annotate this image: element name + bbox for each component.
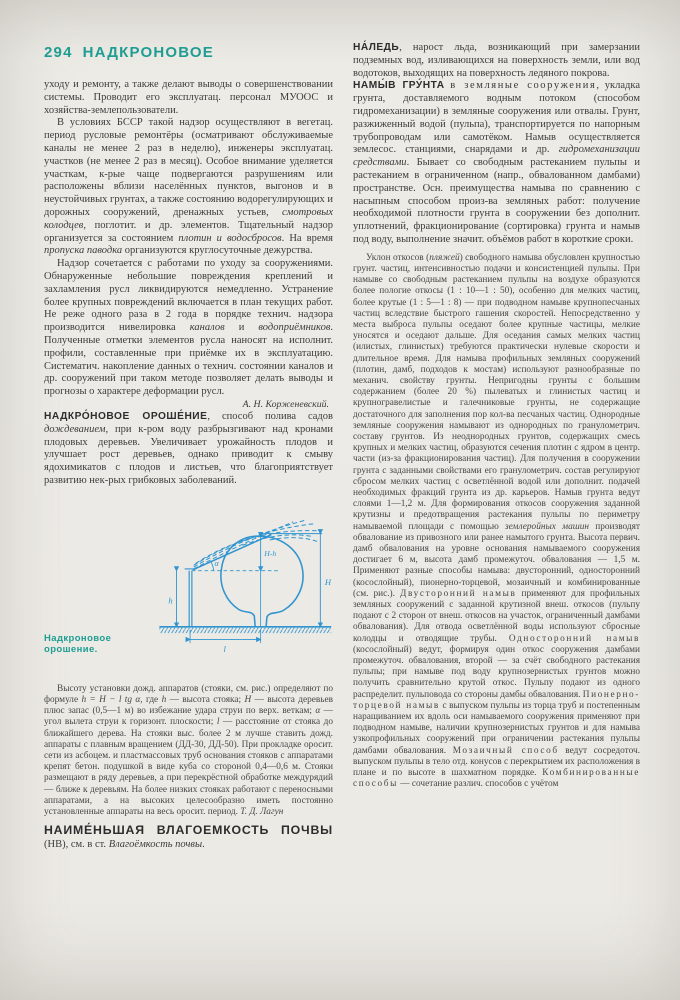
- entry-headword: НАДКРО́НОВОЕ ОРОШЕ́НИЕ: [44, 410, 208, 422]
- page-header: [44, 44, 333, 61]
- text-run: пляжей: [429, 252, 460, 263]
- text-run: , поглотит. и др. элементов. Тщательный надзор организуется за состоянием: [44, 219, 333, 244]
- svg-text:H-h: H-h: [264, 548, 277, 558]
- tree-crown-shape: [221, 536, 303, 627]
- entry-paragraph: [353, 42, 640, 80]
- text-run: Т. Д. Лагун: [240, 806, 284, 817]
- svg-text:H: H: [324, 576, 332, 587]
- dimension-h: [168, 570, 176, 626]
- text-run: каналов: [189, 322, 225, 334]
- text-run: с выпуском пульпы из торца труб и постепенным наращиванием их вдоль оси намываемого сооружения применяют при подводном намыве, наличии крупнозернистых грунтов и для намыва узкопрофильных сооружений при ограничении растекания пульпы дамбами обвалования.: [353, 700, 640, 756]
- text-run: — высота деревьев плюс запас (0,5—1 м) во избежание удара струи по верх. веткам;: [44, 694, 333, 717]
- right-column-text: [353, 42, 640, 791]
- text-run: , укладка грунта, доставляемого водным потоком (способом гидромеханизации) в земляные сооружения или отвалы. Грунт, разжиженный водой (пульпа), транспортируется по напорным трубопроводам или самотёком. Намыв осуществляется землесос. станциями, снарядами и др.: [353, 80, 640, 156]
- text-run: . Бывает со свободным растеканием пульпы и растеканием в ограниченном (напр., обвалованном дамбами) пространстве. Осн. преимущества намыва по сравнению с насыпным способом произ-ва земляных работ: получение необходимой плотности грунта в сооружении без дополнит. уплотнений, фракционирование (сортировка) грунта и намыв под воду, выполнение значит. объёмов работ в короткие сроки.: [353, 157, 640, 245]
- entry-headword: НАМЫ́В ГРУ́НТА: [353, 80, 445, 92]
- text-run: Влагоёмкость почвы: [108, 838, 203, 850]
- text-run: Двусторонний намыв: [400, 588, 517, 599]
- entry-headword: НАИМЕ́НЬШАЯ ВЛАГОЕМКОСТЬ ПОЧВЫ: [44, 823, 333, 838]
- text-run: h = H − l tg α: [81, 694, 141, 705]
- paragraph: [44, 117, 333, 258]
- paragraph: [353, 253, 640, 791]
- paragraph: [44, 258, 333, 399]
- irrigation-figure: [44, 504, 333, 670]
- text-run: — сочетание различ. способов с учётом: [397, 779, 559, 790]
- text-run: и: [224, 322, 259, 334]
- dimension-H: [320, 533, 332, 626]
- text-run: (НВ), см. в ст.: [44, 838, 109, 850]
- angle-label: α: [214, 558, 219, 568]
- text-run: , при к-ром воду разбрызгивают над кронами плодовых деревьев. Увеличивает урожайность плодов и улучшает рост деревьев, однако приводит к смыву ядохимикатов с плодов и листьев, что благоприятствует развитию нек-рых грибковых заболеваний.: [44, 423, 333, 486]
- text-run: производят обвалование из привозного или ранее намытого грунта. Высота первич. дамб обвалования на уровне основания намываемого сооружения достигает 6 м, высота дамб промежуточ. обвалования — 1,5 м. Применяют разные способы намыва: двусторонний, односторонний (косослойный), пионерно-торцевой, мозаичный и комбинированные (см. рис.).: [353, 521, 640, 599]
- text-run: Односторонний намыв: [508, 633, 641, 644]
- text-run: ведут сосредоточ. выпуском пульпы в тело отд. конусов с перекрытием их расположения в плане и по высоте в шахматном порядке.: [353, 745, 640, 779]
- text-run: , нарост льда, возникающий при замерзании подземных вод, изливающихся на поверхность земли, или вод водотоков, выходящих на поверхность ледяного покрова.: [353, 42, 640, 79]
- text-run: h: [161, 694, 167, 705]
- text-run: , где: [140, 694, 162, 705]
- text-run: — угол вылета струи к горизонт. плоскости;: [44, 706, 333, 728]
- text-run: уходу и ремонту, а также делают выводы о совершенствовании системы. Проводит его эксплуатац. персонал МУООС и хозяйства-землепользователи.: [44, 79, 333, 116]
- text-run: l: [216, 717, 220, 728]
- svg-text:h: h: [168, 594, 173, 605]
- jet-axis: [193, 534, 272, 569]
- entry-paragraph: [44, 411, 333, 488]
- dimension-l: [190, 629, 261, 654]
- text-run: , способ полива садов: [207, 410, 333, 422]
- running-title: НАДКРОНОВОЕ: [82, 44, 215, 61]
- left-column-text-top: [44, 79, 333, 488]
- svg-text:l: l: [223, 643, 226, 654]
- text-run: H: [244, 694, 252, 705]
- right-column: [353, 42, 640, 852]
- figure-caption: Надкроновое орошение.: [44, 632, 112, 656]
- text-run: плотин и водосбросов: [178, 232, 282, 244]
- text-run: α: [315, 706, 321, 717]
- paragraph: [44, 684, 333, 818]
- page-number: 294: [44, 44, 73, 61]
- text-run: применяют для профильных земляных сооружений с заданной крутизной внеш. откосов (пульпу подают с 2 сторон от внеш. откосов на участок, ограниченный дамбами обвалования). Для отвода осветлённой воды используют сбросные колодцы и отводящие трубы.: [353, 588, 640, 644]
- text-run: Высоту установки дожд. аппаратов (стояки, см. рис.) определяют по формуле: [44, 683, 333, 705]
- entry-paragraph: [44, 824, 333, 852]
- text-run: — высота стояка;: [166, 694, 245, 705]
- paragraph: [44, 79, 333, 117]
- text-run: Комбинированные способы: [353, 768, 640, 790]
- left-column: [44, 42, 333, 852]
- text-run: (косослойный) ведут, формируя один откос сооружения дамбами промежуточ. обвалования, второй — за счёт свободного растекания пульпы; при намыве под воду крупнозернистых грунтов можно получить сравнительно крутой откос. Пульпу подают из одного распределит. пульповода со стороны дамбы обвалования.: [353, 644, 640, 700]
- text-run: пропуска паводка: [44, 245, 123, 257]
- text-run: смотровых колодцев: [44, 206, 333, 231]
- text-run: гидромеханизации средствами: [353, 144, 640, 169]
- left-column-text-bottom: [44, 684, 333, 852]
- text-run: .: [202, 838, 205, 850]
- text-run: . На время: [281, 232, 333, 244]
- sprinkler-riser: [185, 569, 197, 627]
- text-run: Уклон откосов (: [366, 252, 430, 263]
- two-column-layout: [44, 42, 640, 852]
- text-run: в земляные сооружения: [450, 80, 597, 92]
- ground-line: [159, 627, 331, 633]
- text-run: организуются круглосуточные дежурства.: [122, 245, 313, 257]
- text-run: — расстояние от стояка до ближайшего дерева. На стояки выс. более 2 м лучше ставить дожд. аппараты с плавным вращением (ДД-30, ДД-50). При прокладке оросит. сети из асбоцем. и пластмассовых труб основания стояков с аппаратами крепят бетон. подушкой в виде куба со стороной 0,4—0,6 м. Стояки размещают в ряду деревьев, а при перекрёстной обработке междурядий — ближе к деревьям. На более низких стояках работают с переносными аппаратами, а на высоких целесообразно иметь постоянно установленные аппараты на весь оросит. период.: [44, 717, 333, 817]
- text-run: Надзор сочетается с работами по уходу за сооружениями. Обнаруженные небольшие повреждения креплений и захламления русл ликвидируются немедленно. Устранение более крупных повреждений включается в план текущих работ. Не реже одного раза в 2 года в порядке технич. надзора производится нивелировка: [44, 258, 333, 334]
- text-run: водоприёмников: [258, 322, 331, 334]
- text-run: В условиях БССР такой надзор осуществляют в вегетац. период русловые ремонтёры (осматривают обслуживаемые каналы не менее 2 раз в неделю), инженеры эксплуатац. участков (не менее 2 раз в месяц). Особое внимание уделяется участкам, к-рые чаще подвергаются разрушениям или расположены вблизи населённых пунктов, выгонов и в неустойчивых грунтах, а также состоянию водорегулирующих и дорожных сооружений, дренажных устьев,: [44, 117, 333, 218]
- text-run: дождеванием: [44, 423, 106, 435]
- author-signature: [44, 399, 333, 411]
- text-run: ) свободного намыва обусловлен крупностью грунт. частиц, интенсивностью подачи и консистенцией пульпы. При намыве со свободным растеканием пульпы на воздухе образуются более пологие откосы (1 : 10—1 : 50), особенно для мелких частиц, более крутые (1 : 5—1 : 8) — при подводном намыве крупнопесчаных частиц вследствие быстрого гашения скоростей. Непосредственно у места выброса пульпы оседают более крупные частицы, мелкие уносятся и оседают дальше. Для оседания самых мелких частиц (илистых, глинистых) требуются практически нулевые скорости и длительное время. Для намыва профильных земляных сооружений (плотин, дамб, подходов к мостам) используют разнообразные по механич. свойству грунты. Непригодны грунты с большим содержанием (более 20 %) пылеватых и глинистых частиц и крупногравелистые и галечниковые грунты, не содержащие достаточного для заполнения пор кол-ва песчаных частиц. Однородные земляные сооружения намывают из однородных по гранулометрич. составу грунтов. Из неоднородных грунтов, содержащих смесь крупных и мелких частиц, образуются сечения плотин с ядром в центр. части (из-за фракционирования частиц). Для получения в сооружении грунта с заданными свойствами его гранулометрич. состав регулируют сбросом мелких частиц с осветлённой водой или дополнит. подачей необходимых фракций грунта из др. карьеров. Намыв грунта ведут слоями 1—1,2 м. Для формирования откосов сооружения заданной крутизны и предотвращения растекания пульпы по периметру намываемой площади с помощью: [353, 252, 640, 532]
- text-run: Мозаичный способ: [452, 745, 559, 756]
- angle-arc: [211, 561, 214, 570]
- entry-headword: НА́ЛЕДЬ: [353, 42, 400, 53]
- entry-paragraph: [353, 80, 640, 246]
- text-run: . Полученные отметки элементов русла наносят на исполнит. профили, составленные при приёмке их в эксплуатацию. Систематич. накопление данных о технич. состоянии каналов и др. сооружений при таком методе позволяет делать выводы и прогнозы о характере деформации русл.: [44, 322, 333, 398]
- over-crown-irrigation-diagram: [134, 504, 333, 670]
- text-run: А. Н. Корженевский.: [242, 398, 329, 410]
- text-run: Пионерно-торцевой намыв: [353, 689, 640, 711]
- text-run: землеройных машин: [505, 521, 590, 532]
